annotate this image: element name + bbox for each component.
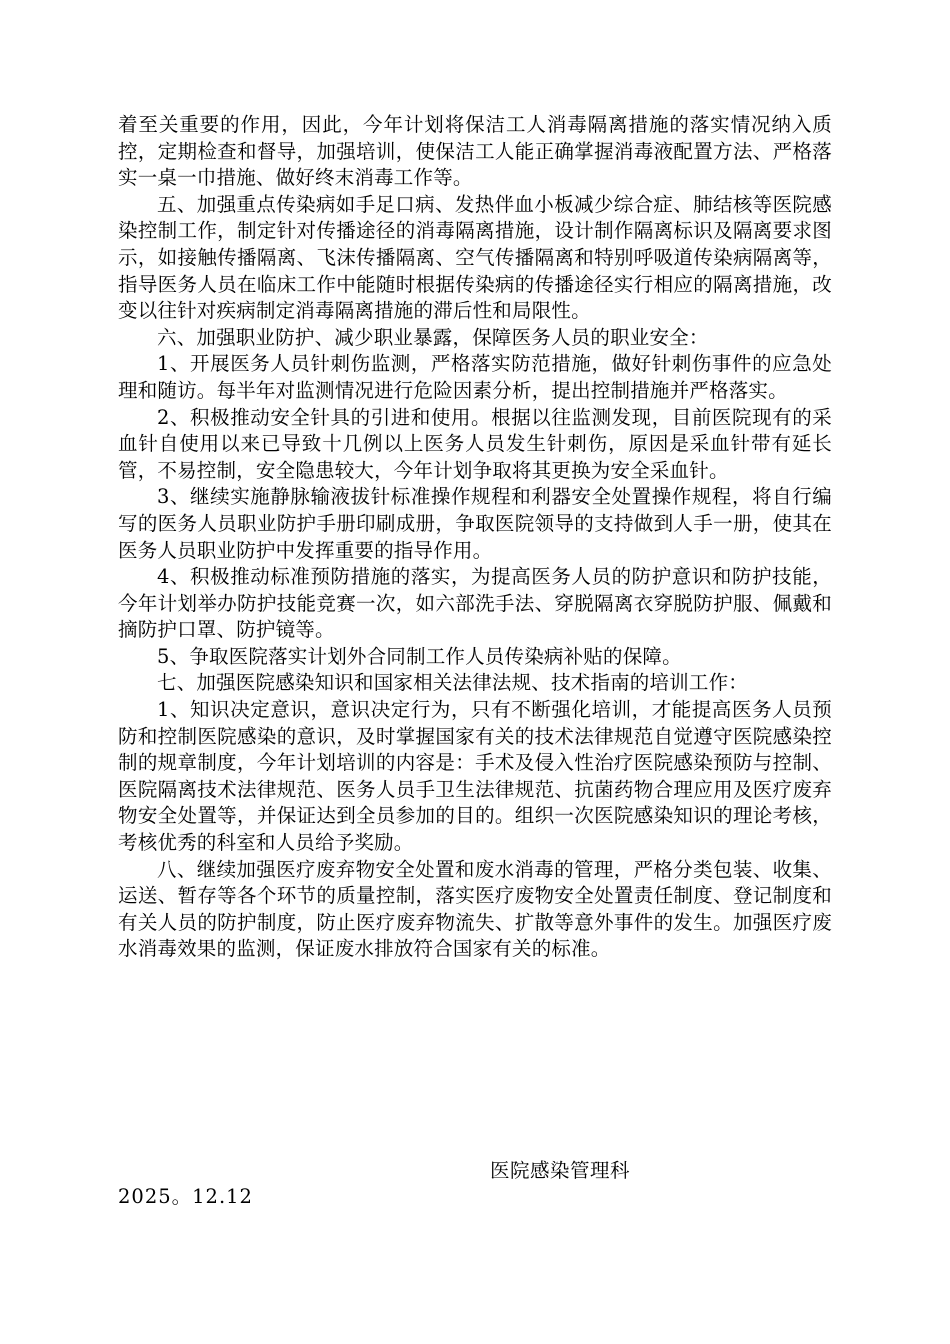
paragraph-section-6-item-3: 3、继续实施静脉输液拔针标准操作规程和利器安全处置操作规程，将自行编写的医务人员职业防护手册印刷成册，争取医院领导的支持做到人手一册，使其在医务人员职业防护中发挥重要的指导作用。 <box>118 485 832 562</box>
paragraph-section-5: 五、加强重点传染病如手足口病、发热伴血小板减少综合症、肺结核等医院感染控制工作，制定针对传播途径的消毒隔离措施，设计制作隔离标识及隔离要求图示，如接触传播隔离、飞沫传播隔离、空气传播隔离和特别呼吸道传染病隔离等，指导医务人员在临床工作中能随时根据传染病的传播途径实行相应的隔离措施，改变以往针对疾病制定消毒隔离措施的滞后性和局限性。 <box>118 192 832 323</box>
document-date: 2025。12.12 <box>118 1185 253 1208</box>
paragraph-section-7-item-1: 1、知识决定意识，意识决定行为，只有不断强化培训，才能提高医务人员预防和控制医院感染的意识，及时掌握国家有关的技术法律规范自觉遵守医院感染控制的规章制度，今年计划培训的内容是：手术及侵入性治疗医院感染预防与控制、医院隔离技术法律规范、医务人员手卫生法律规范、抗菌药物合理应用及医疗废弃物安全处置等，并保证达到全员参加的目的。组织一次医院感染知识的理论考核，考核优秀的科室和人员给予奖励。 <box>118 698 832 855</box>
signature-department: 医院感染管理科 <box>490 1159 631 1182</box>
paragraph-continuation: 着至关重要的作用，因此，今年计划将保洁工人消毒隔离措施的落实情况纳入质控，定期检查和督导，加强培训，使保洁工人能正确掌握消毒液配置方法、严格落实一桌一巾措施、做好终末消毒工作等。 <box>118 113 832 190</box>
paragraph-section-6-heading: 六、加强职业防护、减少职业暴露，保障医务人员的职业安全： <box>157 325 709 349</box>
paragraph-section-6-item-5: 5、争取医院落实计划外合同制工作人员传染病补贴的保障。 <box>157 644 682 668</box>
document-body <box>118 112 832 963</box>
paragraph-section-6-item-1: 1、开展医务人员针刺伤监测，严格落实防范措施，做好针刺伤事件的应急处理和随访。每半年对监测情况进行危险因素分析，提出控制措施并严格落实。 <box>118 352 832 402</box>
paragraph-section-8: 八、继续加强医疗废弃物安全处置和废水消毒的管理，严格分类包装、收集、运送、暂存等各个环节的质量控制，落实医疗废物安全处置责任制度、登记制度和有关人员的防护制度，防止医疗废弃物流失、扩散等意外事件的发生。加强医疗废水消毒效果的监测，保证废水排放符合国家有关的标准。 <box>118 857 832 961</box>
paragraph-section-6-item-4: 4、积极推动标准预防措施的落实，为提高医务人员的防护意识和防护技能，今年计划举办防护技能竞赛一次，如六部洗手法、穿脱隔离衣穿脱防护服、佩戴和摘防护口罩、防护镜等。 <box>118 565 832 642</box>
paragraph-section-6-item-2: 2、积极推动安全针具的引进和使用。根据以往监测发现，目前医院现有的采血针自使用以来已导致十几例以上医务人员发生针刺伤，原因是采血针带有延长管，不易控制，安全隐患较大，今年计划争取将其更换为安全采血针。 <box>118 405 832 482</box>
paragraph-section-7-heading: 七、加强医院感染知识和国家相关法律法规、技术指南的培训工作： <box>157 671 749 695</box>
